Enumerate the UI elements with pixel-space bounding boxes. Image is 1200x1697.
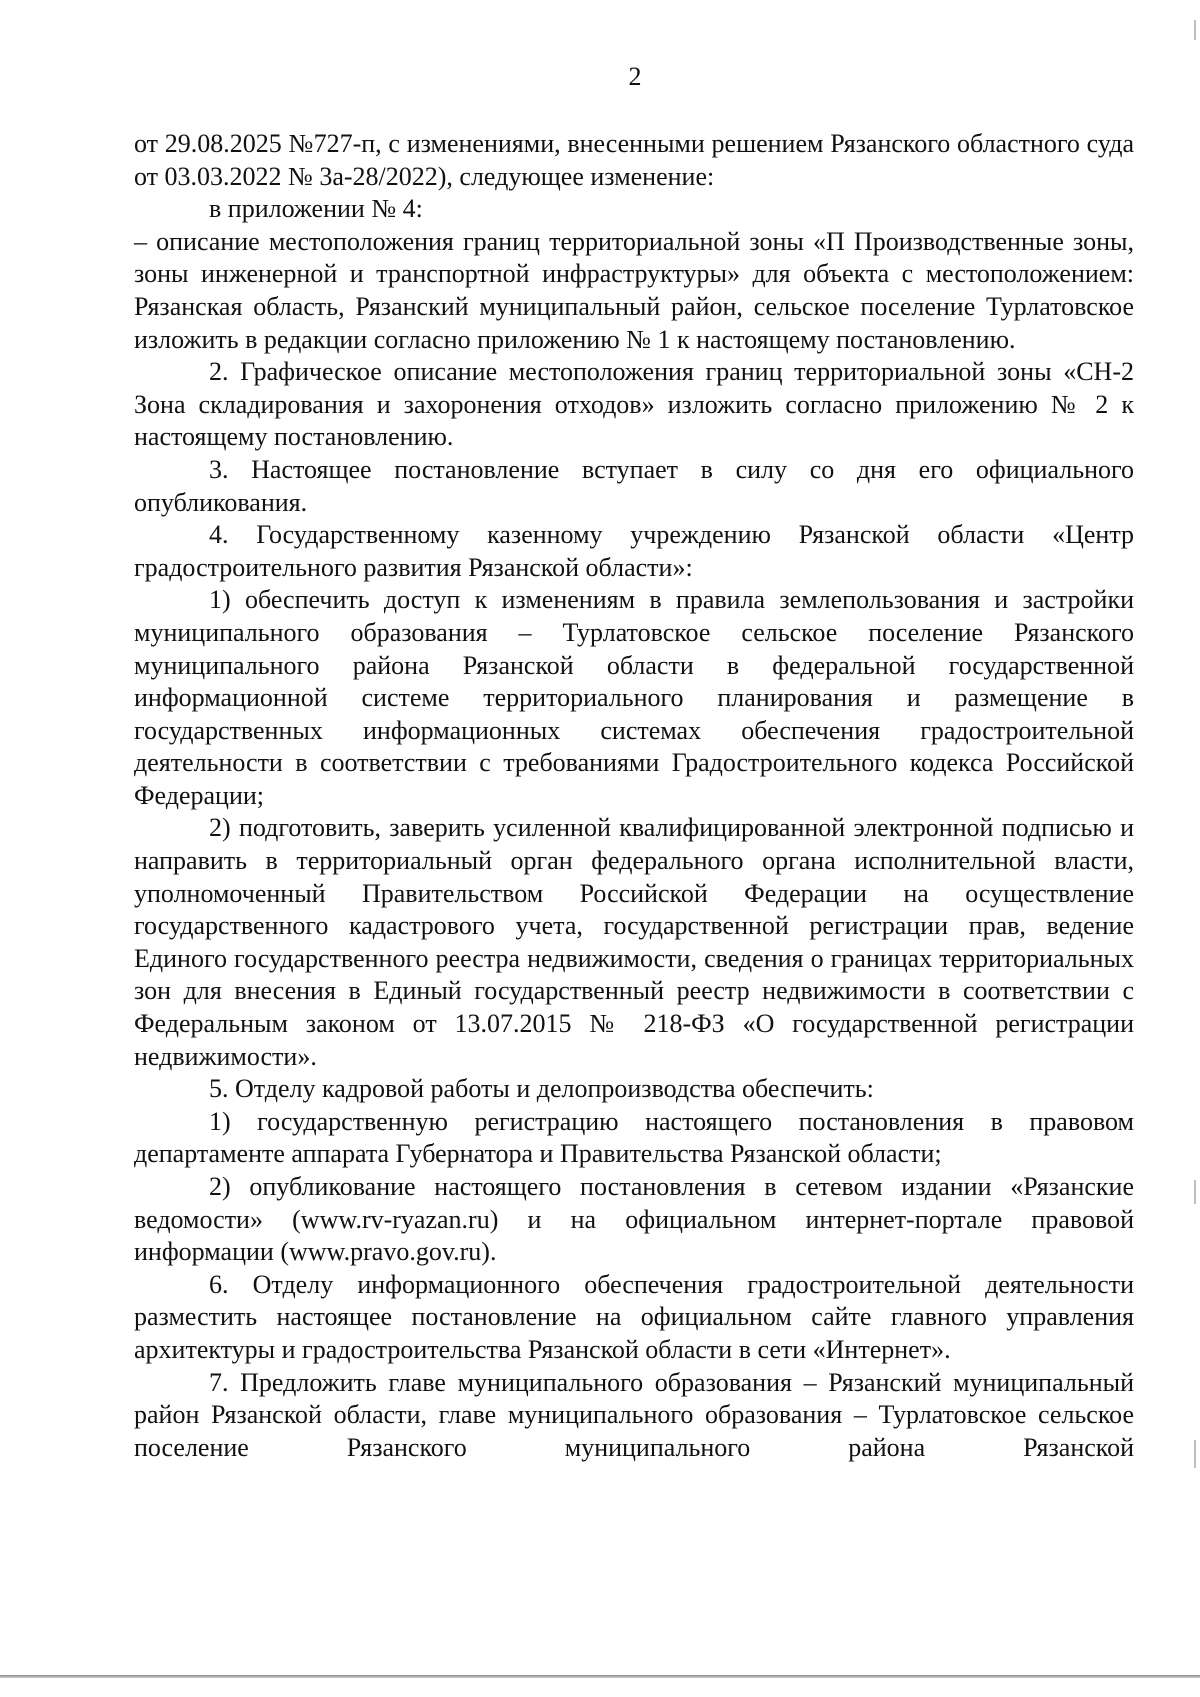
scan-edge-mark — [1194, 20, 1196, 40]
paragraph-item-4-2: 2) подготовить, заверить усиленной квалифицированной электронной подписью и направить в территориальный орган федерального органа исполнительной власти, уполномоченный Правительством Российской Федерации на осуществление государственного кадастрового учета, государственной регистрации прав, ведение Единого государственного реестра недвижимости, сведения о границах территориальных зон для внесения в Единый государственный реестр недвижимости в соответствии с Федеральным законом от 13.07.2015 № 218-ФЗ «О государственной регистрации недвижимости». — [134, 813, 1134, 1071]
paragraph-item-4: 4. Государственному казенному учреждению Рязанской области «Центр градостроительного развития Рязанской области»: — [134, 520, 1134, 582]
paragraph-item-5: 5. Отделу кадровой работы и делопроизводства обеспечить: — [209, 1074, 874, 1104]
paragraph-appendix-ref: в приложении № 4: — [209, 194, 423, 224]
document-body — [134, 128, 1134, 1464]
paragraph-item-5-2: 2) опубликование настоящего постановления в сетевом издании «Рязанские ведомости» (www.rv-ryazan.ru) и на официальном интернет-портале правовой информации (www.pravo.gov.ru). — [134, 1172, 1134, 1267]
paragraph-zone-description: – описание местоположения границ территориальной зоны «П Производственные зоны, зоны инженерной и транспортной инфраструктуры» для объекта с местоположением: Рязанская область, Рязанский муниципальный район, сельское поселение Турлатовское изложить в редакции согласно приложению № 1 к настоящему постановлению. — [134, 226, 1134, 354]
paragraph-item-3: 3. Настоящее постановление вступает в силу со дня его официального опубликования. — [134, 454, 1134, 517]
scan-bottom-edge — [0, 1675, 1200, 1678]
scan-edge-mark — [1194, 1180, 1196, 1204]
paragraph-item-6: 6. Отделу информационного обеспечения градостроительной деятельности разместить настоящее постановление на официальном сайте главного управления архитектуры и градостроительства Рязанской области в сети «Интернет». — [134, 1269, 1134, 1364]
paragraph-item-2: 2. Графическое описание местоположения границ территориальной зоны «СН-2 Зона складирования и захоронения отходов» изложить согласно приложению № 2 к настоящему постановлению. — [134, 357, 1134, 452]
paragraph-item-4-1: 1) обеспечить доступ к изменениям в правила землепользования и застройки муниципального образования – Турлатовское сельское поселение Рязанского муниципального района Рязанской области в федеральной государственной информационной системе территориального планирования и размещение в государственных информационных системах обеспечения градостроительной деятельности в соответствии с требованиями Градостроительного кодекса Российской Федерации; — [134, 585, 1134, 810]
paragraph-continuation: от 29.08.2025 №727-п, с изменениями, внесенными решением Рязанского областного суда от 03.03.2022 № 3а-28/2022), следующее изменение: — [134, 129, 1134, 191]
scan-edge-mark — [1194, 1440, 1196, 1468]
page-number: 2 — [628, 62, 642, 91]
paragraph-item-5-1: 1) государственную регистрацию настоящего постановления в правовом департаменте аппарата Губернатора и Правительства Рязанской области; — [134, 1106, 1134, 1169]
paragraph-item-7: 7. Предложить главе муниципального образования – Рязанский муниципальный район Рязанской области, главе муниципального образования – Турлатовское сельское поселение Рязанского муниципального района Рязанской — [134, 1367, 1134, 1462]
